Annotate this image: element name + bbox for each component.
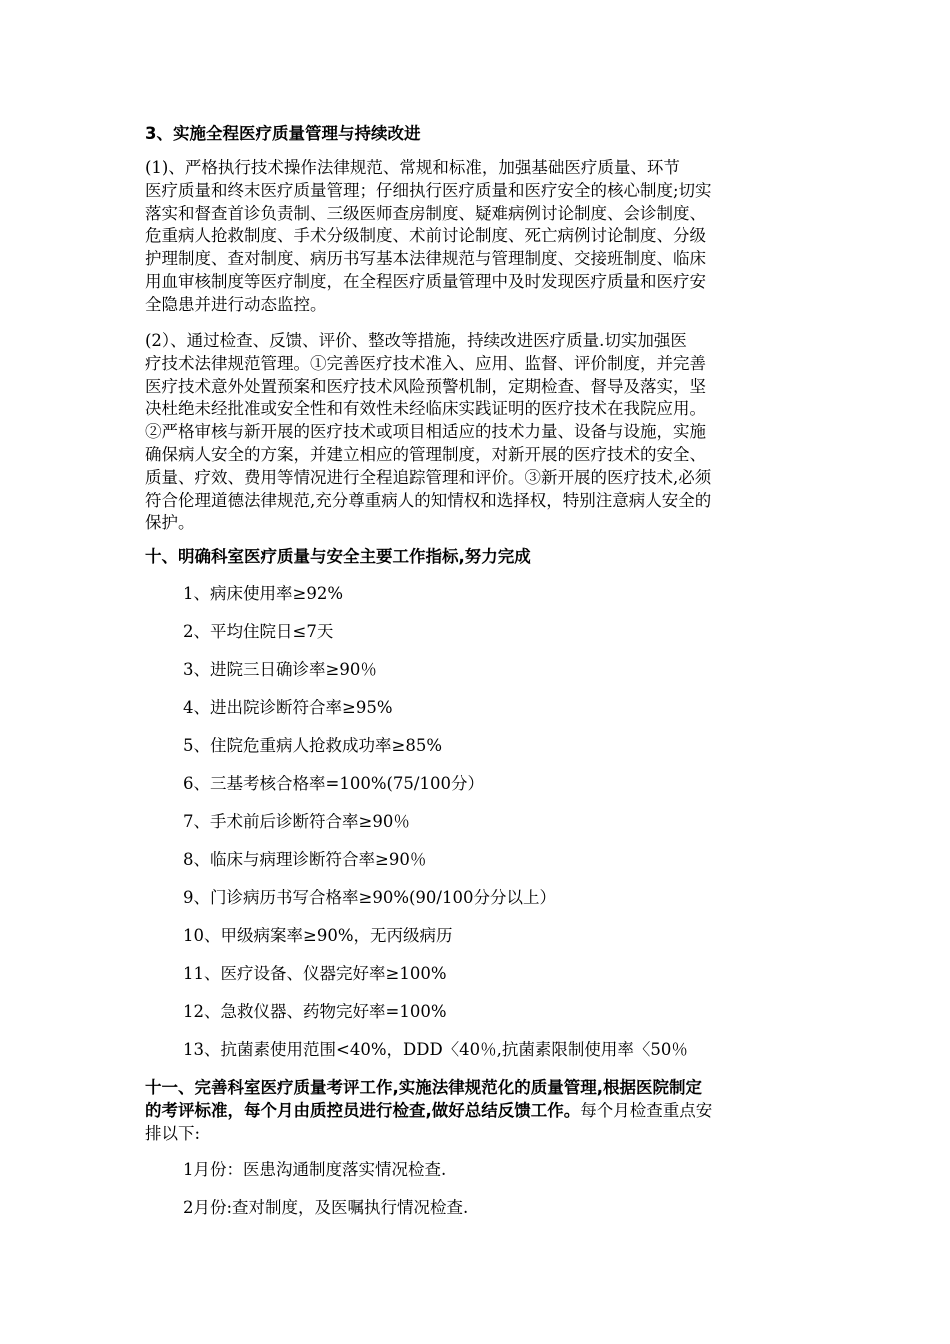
section-3-paragraph-1 — [145, 157, 810, 317]
indicator-item: 9、门诊病历书写合格率≥90%(90/100分分以上） — [183, 888, 556, 907]
indicator-item: 12、急救仪器、药物完好率=100% — [183, 1002, 447, 1021]
indicator-item: 4、进出院诊断符合率≥95% — [183, 698, 393, 717]
section-11-title-line: 的考评标准，每个月由质控员进行检查,做好总结反馈工作。 — [145, 1101, 581, 1120]
indicator-item: 1、病床使用率≥92% — [183, 584, 343, 603]
paragraph-line: 决杜绝未经批准或安全性和有效性未经临床实践证明的医疗技术在我院应用。 — [145, 399, 706, 419]
paragraph-line: (1)、严格执行技术操作法律规范、常规和标准，加强基础医疗质量、环节 — [145, 158, 680, 177]
paragraph-line: 医疗质量和终末医疗质量管理；仔细执行医疗质量和医疗安全的核心制度;切实 — [145, 180, 712, 200]
section-10-title: 十、明确科室医疗质量与安全主要工作指标,努力完成 — [145, 547, 531, 566]
paragraph-line: 危重病人抢救制度、手术分级制度、术前讨论制度、死亡病例讨论制度、分级 — [145, 226, 706, 246]
paragraph-line: 用血审核制度等医疗制度，在全程医疗质量管理中及时发现医疗质量和医疗安 — [145, 271, 706, 291]
indicator-item: 7、手术前后诊断符合率≥90％ — [183, 812, 410, 831]
paragraph-line: 疗技术法律规范管理。①完善医疗技术准入、应用、监督、评价制度，并完善 — [145, 353, 706, 373]
paragraph-line: 保护。 — [145, 513, 195, 533]
paragraph-line: 落实和督查首诊负责制、三级医师查房制度、疑难病例讨论制度、会诊制度、 — [145, 203, 706, 223]
paragraph-line: 全隐患并进行动态监控。 — [145, 294, 327, 314]
paragraph-line: 护理制度、查对制度、病历书写基本法律规范与管理制度、交接班制度、临床 — [145, 249, 706, 269]
section-11-text: 排以下: — [145, 1124, 201, 1143]
indicator-item: 10、甲级病案率≥90%，无丙级病历 — [183, 926, 453, 945]
indicator-item: 13、抗菌素使用范围<40%，DDD〈40％,抗菌素限制使用率〈50％ — [183, 1040, 688, 1059]
section-11-text: 每个月检查重点安 — [580, 1101, 713, 1120]
indicator-item: 3、进院三日确诊率≥90％ — [183, 660, 377, 679]
section-11-intro — [145, 1076, 810, 1145]
paragraph-line: (2）、通过检查、反馈、评价、整改等措施，持续改进医疗质量.切实加强医 — [145, 331, 687, 350]
section-3-title: 3、实施全程医疗质量管理与持续改进 — [145, 124, 421, 143]
indicator-item: 8、临床与病理诊断符合率≥90％ — [183, 850, 427, 869]
indicator-item: 6、三基考核合格率=100%(75/100分） — [183, 774, 484, 793]
indicator-item: 2、平均住院日≤7天 — [183, 622, 334, 641]
indicator-item: 11、医疗设备、仪器完好率≥100% — [183, 964, 447, 983]
paragraph-line: 符合伦理道德法律规范,充分尊重病人的知情权和选择权，特别注意病人安全的 — [145, 490, 712, 510]
section-11-title-line: 十一、完善科室医疗质量考评工作,实施法律规范化的质量管理,根据医院制定 — [145, 1078, 703, 1097]
section-3-paragraph-2 — [145, 330, 810, 535]
paragraph-line: 质量、疗效、费用等情况进行全程追踪管理和评价。③新开展的医疗技术,必须 — [145, 467, 712, 487]
month-item: 1月份：医患沟通制度落实情况检查. — [183, 1160, 447, 1179]
month-item: 2月份:查对制度，及医嘱执行情况检查. — [183, 1198, 469, 1217]
indicator-item: 5、住院危重病人抢救成功率≥85% — [183, 736, 442, 755]
paragraph-line: ②严格审核与新开展的医疗技术或项目相适应的技术力量、设备与设施，实施 — [145, 422, 706, 442]
paragraph-line: 确保病人安全的方案，并建立相应的管理制度，对新开展的医疗技术的安全、 — [145, 444, 706, 464]
paragraph-line: 医疗技术意外处置预案和医疗技术风险预警机制，定期检查、督导及落实，坚 — [145, 376, 706, 396]
